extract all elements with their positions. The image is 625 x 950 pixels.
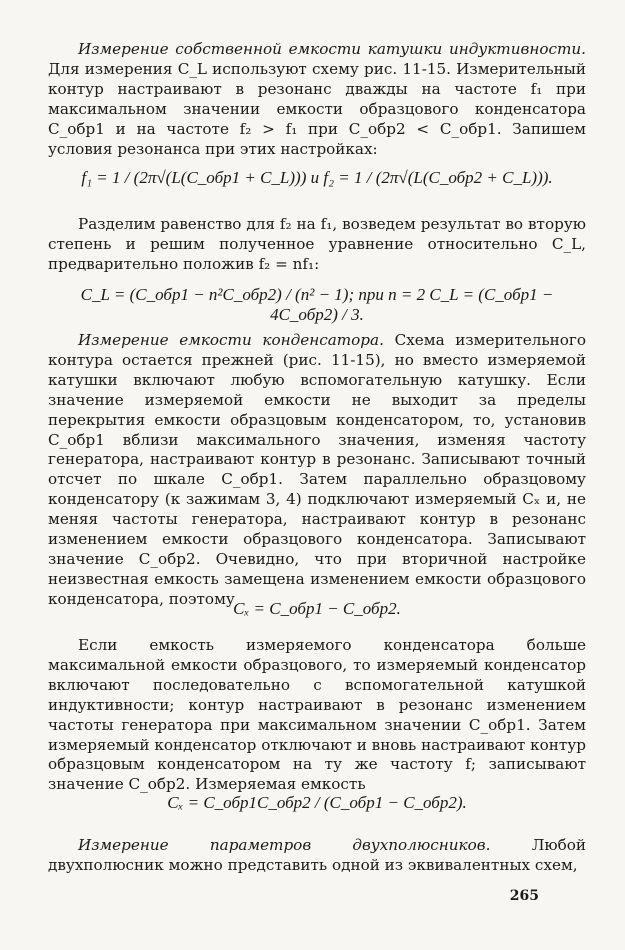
- paragraph-lead: Измерение собственной емкости катушки индуктивности.: [78, 40, 586, 58]
- formula-resonance: [48, 168, 586, 188]
- formula-text: Cₓ = C_обр1 − C_обр2.: [233, 599, 401, 618]
- paragraph-lead: Измерение емкости конденсатора.: [78, 331, 384, 349]
- paragraph-two-terminal: [48, 836, 586, 876]
- paragraph-divide: Разделим равенство для f₂ на f₁, возведем результат во вторую степень и решим полученное уравнение относительно C_L, предварительно положив f₂ = nf₁:: [48, 215, 586, 273]
- paragraph-body: Схема измерительного контура остается прежней (рис. 11-15), но вместо измеряемой катушки включают любую вспомогательную катушку. Если значение измеряемой емкости не выходит за пределы перекрытия емкости образцовым конденсатором, то, установив C_обр1 вблизи максимального значения, изменяя частоту генератора, настраивают контур в резонанс. Записывают точный отсчет по шкале C_обр1. Затем параллельно образцовому конденсатору (к зажимам 3, 4) подключают измеряемый Cₓ и, не меняя частоты генератора, настраивают контур в резонанс изменением емкости образцового конденсатора. Записывают значение C_обр2. Очевидно, что при вторичной настройке неизвестная емкость замещена изменением емкости образцового конденсатора, поэтому: [48, 331, 586, 608]
- paragraph-capacitor-measurement: [48, 331, 586, 610]
- page-number: 265: [509, 888, 539, 904]
- formula-text: f₁ = 1 / (2π√(L(C_обр1 + C_L))) и f₂ = 1 / (2π√(L(C_обр2 + C_L))).: [81, 168, 553, 187]
- paragraph-coil-capacitance: [48, 40, 586, 159]
- formula-cx-difference: [48, 599, 586, 619]
- formula-text: Cₓ = C_обр1C_обр2 / (C_обр1 − C_обр2).: [167, 793, 467, 812]
- formula-cl: [48, 285, 586, 325]
- paragraph-body: Любой двухполюсник можно представить одной из эквивалентных схем,: [48, 836, 587, 874]
- formula-text: C_L = (C_обр1 − n²C_обр2) / (n² − 1); при n = 2 C_L = (C_обр1 − 4C_обр2) / 3.: [80, 285, 554, 324]
- paragraph-lead: Измерение параметров двухполюсников.: [78, 836, 491, 854]
- formula-cx-series: [48, 793, 586, 813]
- paragraph-body: Для измерения C_L используют схему рис. 11-15. Измерительный контур настраивают в резонанс дважды на частоте f₁ при максимальном значении емкости образцового конденсатора C_обр1 и на частоте f₂ > f₁ при C_обр2 < C_обр1. Запишем условия резонанса при этих настройках:: [48, 59, 586, 158]
- paragraph-series-connection: Если емкость измеряемого конденсатора больше максимальной емкости образцового, то измеряемый конденсатор включают последовательно с вспомогательной катушкой индуктивности; контур настраивают в резонанс изменением частоты генератора при максимальном значении C_обр1. Затем измеряемый конденсатор отключают и вновь настраивают контур образцовым конденсатором на ту же частоту f; записывают значение C_обр2. Измеряемая емкость: [48, 636, 586, 794]
